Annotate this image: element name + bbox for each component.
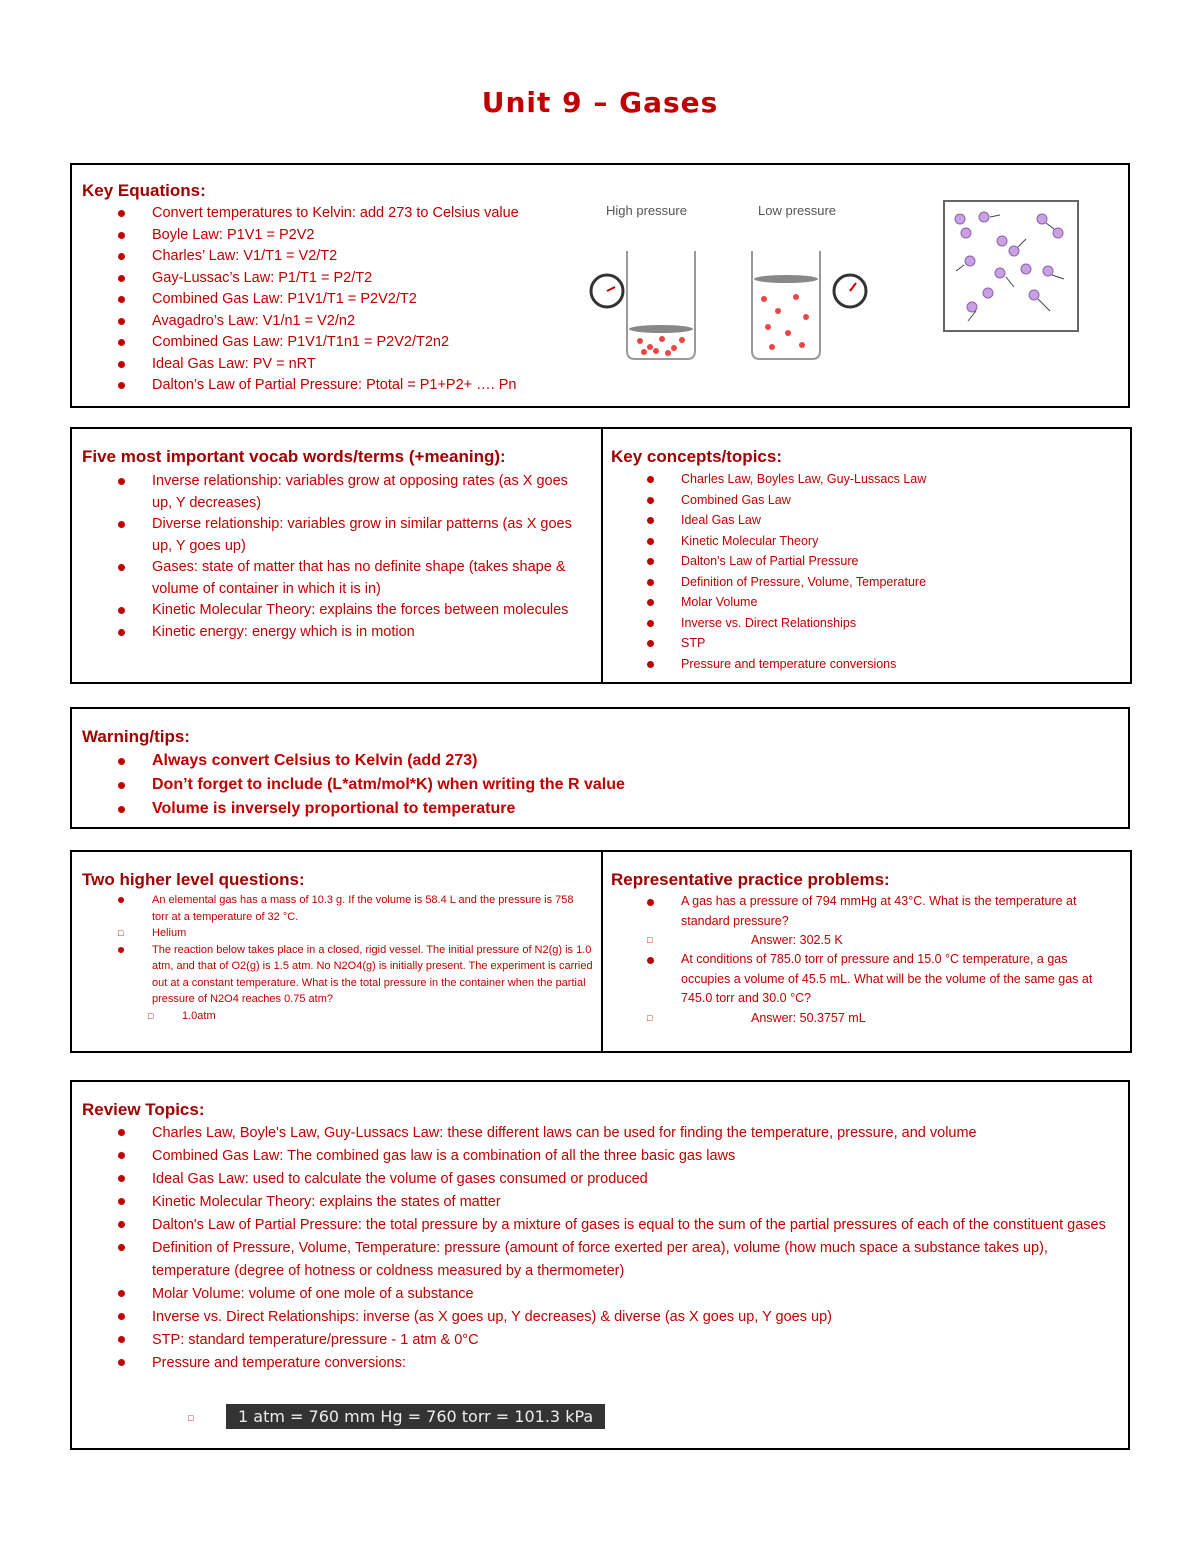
questions-cell [72, 852, 603, 1051]
concepts-heading: Key concepts/topics: [611, 447, 782, 466]
practice-text: A gas has a pressure of 794 mmHg at 43°C. What is the temperature at standard pressure? [681, 894, 1077, 928]
list-item: STP: standard temperature/pressure - 1 atm & 0°C [82, 1329, 1114, 1352]
list-item: Molar Volume: volume of one mole of a substance [82, 1283, 1114, 1306]
gas-molecules-diagram [942, 199, 1080, 333]
practice-item [611, 950, 1120, 1028]
question-text: An elemental gas has a mass of 10.3 g. If the volume is 58.4 L and the pressure is 758 torr at a temperature of 32 °C. [152, 894, 574, 923]
list-item: Charles Law, Boyle's Law, Guy-Lussacs Law: these different laws can be used for finding the temperature, pressure, and volume [82, 1122, 1114, 1145]
list-item: Combined Gas Law [611, 490, 1120, 511]
list-item: Gases: state of matter that has no definite shape (takes shape & volume of container in which it is in) [82, 557, 591, 600]
practice-heading: Representative practice problems: [611, 870, 890, 889]
answer-item: □ Answer: 50.3757 mL [611, 1009, 1120, 1028]
practice-text: At conditions of 785.0 torr of pressure and 15.0 °C temperature, a gas occupies a volume of 45.5 mL. What will be the volume of the same gas at 745.0 torr and 30.0 °C? [681, 952, 1093, 1005]
key-equations-box [70, 163, 1130, 408]
vocab-cell [72, 429, 603, 682]
page-title: Unit 9 – Gases [481, 86, 719, 119]
vocab-list [82, 471, 591, 643]
key-equations-list [82, 203, 519, 397]
vocab-heading: Five most important vocab words/terms (+meaning): [82, 447, 506, 466]
list-item: Molar Volume [611, 592, 1120, 613]
list-item: Charles’ Law: V1/T1 = V2/T2 [82, 246, 519, 268]
list-item: Pressure and temperature conversions [611, 654, 1120, 675]
list-item: Combined Gas Law: The combined gas law is a combination of all the three basic gas laws [82, 1145, 1114, 1168]
question-item [82, 942, 593, 1025]
list-item: Charles Law, Boyles Law, Guy-Lussacs Law [611, 469, 1120, 490]
low-pressure-label: Low pressure [758, 203, 837, 218]
review-heading: Review Topics: [82, 1100, 205, 1119]
list-item: Dalton's Law of Partial Pressure: the total pressure by a mixture of gases is equal to the sum of the partial pressures of each of the constituent gases [82, 1214, 1114, 1237]
beakers-illustration [582, 221, 882, 361]
list-item: Gay-Lussac’s Law: P1/T1 = P2/T2 [82, 268, 519, 290]
concepts-cell [603, 429, 1130, 682]
list-item: Ideal Gas Law [611, 510, 1120, 531]
pressure-figure [582, 199, 882, 359]
list-item: Kinetic Molecular Theory [611, 531, 1120, 552]
answer-item: □ Helium [82, 925, 593, 942]
list-item: Dalton's Law of Partial Pressure [611, 551, 1120, 572]
practice-list [611, 892, 1120, 1028]
list-item: Volume is inversely proportional to temperature [82, 797, 625, 821]
list-item: Ideal Gas Law: used to calculate the volume of gases consumed or produced [82, 1168, 1114, 1191]
high-pressure-label: High pressure [606, 203, 687, 218]
list-item: Don’t forget to include (L*atm/mol*K) when writing the R value [82, 773, 625, 797]
list-item: STP [611, 633, 1120, 654]
list-item: Kinetic energy: energy which is in motion [82, 622, 591, 644]
list-item: Combined Gas Law: P1V1/T1 = P2V2/T2 [82, 289, 519, 311]
list-item: Inverse vs. Direct Relationships [611, 613, 1120, 634]
list-item: Inverse relationship: variables grow at opposing rates (as X goes up, Y decreases) [82, 471, 591, 514]
list-item: Avagadro’s Law: V1/n1 = V2/n2 [82, 311, 519, 333]
formula-bullet: □ [188, 1413, 194, 1423]
questions-list [82, 892, 593, 1024]
key-equations-heading: Key Equations: [82, 181, 206, 200]
list-item: Combined Gas Law: P1V1/T1n1 = P2V2/T2n2 [82, 332, 519, 354]
warnings-box [70, 707, 1130, 829]
vocab-concepts-box [70, 427, 1132, 684]
answer-item: □ Answer: 302.5 K [611, 931, 1120, 950]
review-list [82, 1122, 1114, 1375]
list-item: Definition of Pressure, Volume, Temperature: pressure (amount of force exerted per area), volume (how much space a substance takes up), temperature (degree of hotness or coldness measured by a thermometer) [82, 1237, 1114, 1283]
list-item: Always convert Celsius to Kelvin (add 273) [82, 749, 625, 773]
warnings-list [82, 749, 625, 821]
list-item: Kinetic Molecular Theory: explains the states of matter [82, 1191, 1114, 1214]
list-item: Convert temperatures to Kelvin: add 273 to Celsius value [82, 203, 519, 225]
list-item: Pressure and temperature conversions: [82, 1352, 1114, 1375]
list-item: Kinetic Molecular Theory: explains the forces between molecules [82, 600, 591, 622]
review-box [70, 1080, 1130, 1450]
list-item: Dalton’s Law of Partial Pressure: Ptotal = P1+P2+ …. Pn [82, 375, 519, 397]
list-item: Inverse vs. Direct Relationships: inverse (as X goes up, Y decreases) & diverse (as X goes up, Y goes up) [82, 1306, 1114, 1329]
answer-item: □ 1.0atm [112, 1008, 593, 1025]
practice-cell [603, 852, 1130, 1051]
questions-practice-box [70, 850, 1132, 1053]
question-item [82, 892, 593, 942]
questions-heading: Two higher level questions: [82, 870, 305, 889]
list-item: Definition of Pressure, Volume, Temperature [611, 572, 1120, 593]
list-item: Diverse relationship: variables grow in similar patterns (as X goes up, Y goes up) [82, 514, 591, 557]
list-item: Boyle Law: P1V1 = P2V2 [82, 225, 519, 247]
warnings-heading: Warning/tips: [82, 727, 190, 746]
question-text: The reaction below takes place in a closed, rigid vessel. The initial pressure of N2(g) is 1.0 atm, and that of O2(g) is 1.5 atm. No N2O4(g) is initially present. The experiment is carried out at a constant temperature. What is the total pressure in the container when the partial pressure of N2O4 reaches 0.75 atm? [152, 943, 593, 1005]
list-item: Ideal Gas Law: PV = nRT [82, 354, 519, 376]
concepts-list [611, 469, 1120, 674]
conversion-formula: 1 atm = 760 mm Hg = 760 torr = 101.3 kPa [226, 1404, 605, 1429]
practice-item [611, 892, 1120, 950]
